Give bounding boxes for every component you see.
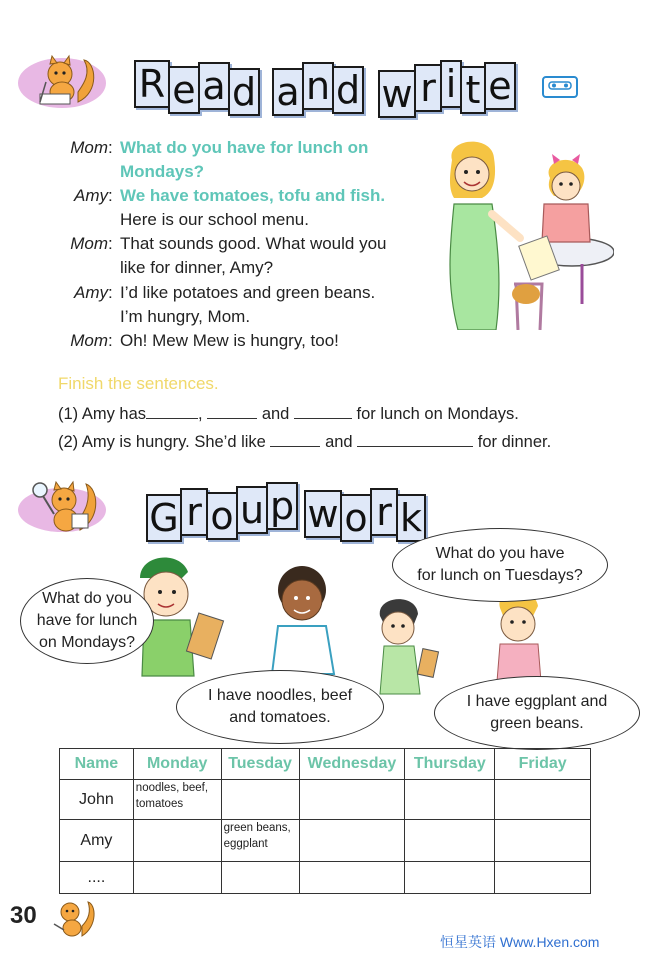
title-letter: k <box>396 494 426 542</box>
table-cell[interactable] <box>299 862 405 894</box>
speaker-label: Amy <box>74 283 108 302</box>
title-letter: r <box>414 64 442 112</box>
title-letter: R <box>134 60 170 108</box>
table-cell[interactable] <box>299 780 405 820</box>
dialogue-line: What do you have for lunch on Mondays? <box>120 138 369 181</box>
page-number: 30 <box>10 902 37 929</box>
sentence-1: (1) Amy has , and for lunch on Mondays. <box>58 405 519 423</box>
title-letter: d <box>332 66 364 114</box>
blank-field[interactable] <box>294 404 352 419</box>
table-cell[interactable]: green beans, eggplant <box>221 820 299 862</box>
speaker-label: Mom <box>70 138 108 157</box>
table-cell[interactable] <box>133 862 221 894</box>
table-header: Friday <box>495 749 591 780</box>
title-letter: e <box>168 66 200 114</box>
title-letter: o <box>206 492 238 540</box>
table-row <box>60 820 591 862</box>
mom-and-amy-illustration <box>432 134 614 330</box>
table-cell[interactable]: noodles, beef, tomatoes <box>133 780 221 820</box>
speaker-label: Amy <box>74 186 108 205</box>
title-letter: r <box>370 488 398 536</box>
title-letter: i <box>440 60 462 108</box>
sentence-2: (2) Amy is hungry. She’d like and for dinner. <box>58 433 552 451</box>
table-header: Monday <box>133 749 221 780</box>
title-letter: u <box>236 486 268 534</box>
table-cell[interactable] <box>405 862 495 894</box>
squirrel-writing-icon <box>30 52 100 112</box>
blank-field[interactable] <box>357 432 473 447</box>
title-letter: r <box>180 488 208 536</box>
speaker-label: Mom <box>70 331 108 350</box>
title-letter: t <box>460 66 486 114</box>
finish-heading: Finish the sentences. <box>58 374 219 393</box>
table-header: Name <box>60 749 134 780</box>
squirrel-magnifier-icon <box>28 474 102 538</box>
dialogue-line: We have tomatoes, tofu and fish. <box>120 186 386 205</box>
table-row <box>60 780 591 820</box>
group-work-title <box>146 482 436 542</box>
table-header: Wednesday <box>299 749 405 780</box>
title-letter: w <box>304 490 342 538</box>
read-and-write-title <box>134 58 524 118</box>
table-header-row <box>60 749 591 780</box>
title-letter: e <box>484 62 516 110</box>
cassette-icon <box>542 76 578 98</box>
title-letter: a <box>272 68 304 116</box>
table-cell[interactable] <box>221 780 299 820</box>
table-cell-name: John <box>60 780 134 820</box>
table-cell[interactable] <box>133 820 221 862</box>
blank-field[interactable] <box>207 404 257 419</box>
title-letter: d <box>228 68 260 116</box>
speech-bubble-tuesdays: What do you have for lunch on Tuesdays? <box>392 528 608 602</box>
table-cell[interactable] <box>299 820 405 862</box>
title-letter: n <box>302 62 334 110</box>
dialogue-line: That sounds good. What would you like for dinner, Amy? <box>120 234 387 277</box>
speaker-label: Mom <box>70 234 108 253</box>
speech-bubble-mondays: What do you have for lunch on Mondays? <box>20 578 154 664</box>
title-letter: o <box>340 494 372 542</box>
table-cell[interactable] <box>405 820 495 862</box>
dialogue-line: Oh! Mew Mew is hungry, too! <box>120 331 339 350</box>
speech-bubble-noodles: I have noodles, beef and tomatoes. <box>176 670 384 744</box>
table-cell[interactable] <box>221 862 299 894</box>
table-cell[interactable] <box>495 820 591 862</box>
table-row <box>60 862 591 894</box>
footer-watermark: 恒星英语 Www.Hxen.com <box>440 934 600 950</box>
table-header: Tuesday <box>221 749 299 780</box>
squirrel-footer-icon <box>48 896 98 940</box>
speech-bubble-eggplant: I have eggplant and green beans. <box>434 676 640 750</box>
dialogue-line: Here is our school menu. <box>120 210 309 229</box>
title-letter: p <box>266 482 298 530</box>
blank-field[interactable] <box>146 404 198 419</box>
title-letter: w <box>378 70 416 118</box>
lunch-table <box>59 748 591 894</box>
table-cell[interactable] <box>405 780 495 820</box>
title-letter: a <box>198 62 230 110</box>
title-letter: G <box>146 494 182 542</box>
table-cell-name: .... <box>60 862 134 894</box>
dialogue-line: I’d like potatoes and green beans. I’m hungry, Mom. <box>120 283 376 326</box>
blank-field[interactable] <box>270 432 320 447</box>
table-cell-name: Amy <box>60 820 134 862</box>
table-header: Thursday <box>405 749 495 780</box>
table-cell[interactable] <box>495 862 591 894</box>
table-cell[interactable] <box>495 780 591 820</box>
